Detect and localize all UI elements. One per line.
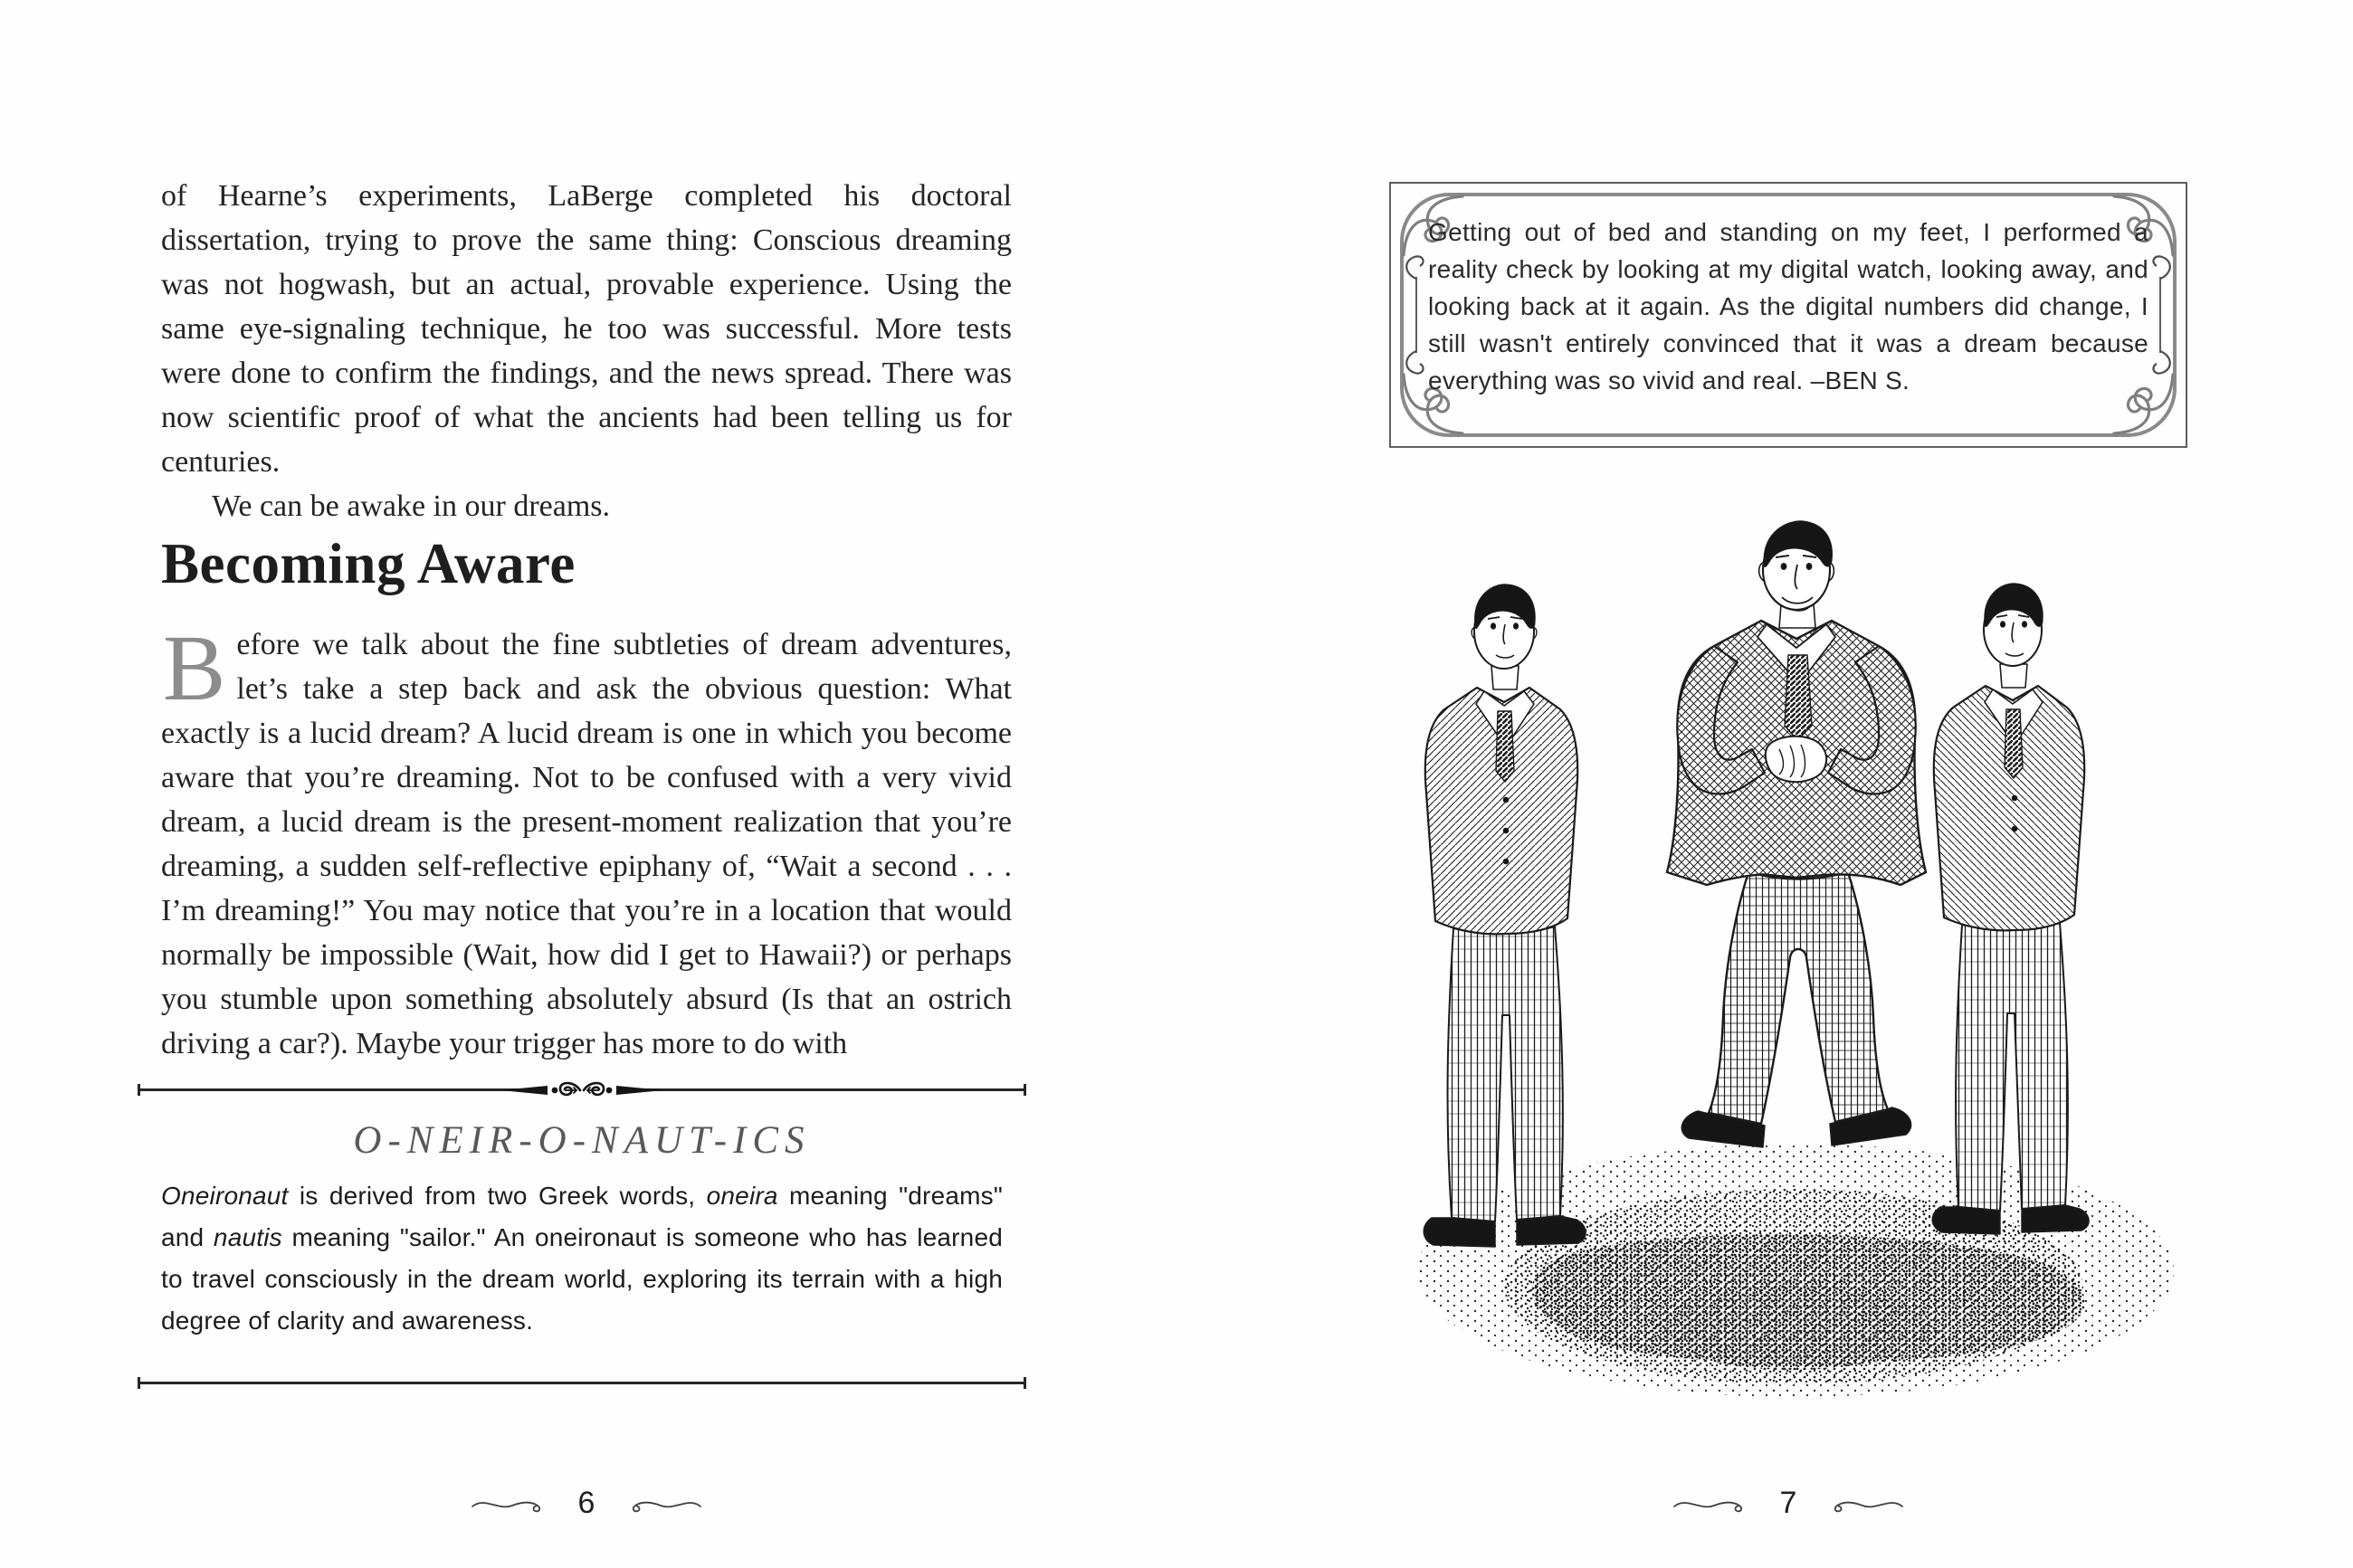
footer-swash-icon [1672,1494,1755,1514]
page-number-right: 7 [1779,1486,1797,1520]
oneironautics-sidebar [138,1088,1026,1384]
left-page-footer [161,1486,1012,1521]
quote-body: Getting out of bed and standing on my feet, I performed a reality check by looking at my digital watch, looking away, and looking back at it again. As the digital numbers did change, I still wasn't entirely convinced that it was a dream because everything was so vivid and real. [1428,218,2148,394]
section-heading: Becoming Aware [161,532,576,595]
sidebar-bottom-rule [138,1382,1026,1384]
right-page-footer [1385,1486,2192,1521]
page-number-left: 6 [577,1486,595,1520]
quote-attribution: –BEN S. [1810,366,1910,394]
sidebar-definition-text: Oneironaut is derived from two Greek words, oneira meaning "dreams" and nautis meaning "sailor." An oneironaut is someone who has learned to travel consciously in the dream world, exploring its terrain with a high degree of clarity and awareness. [161,1182,1003,1335]
footer-swash-icon [470,1494,553,1514]
testimonial-quote-box [1386,179,2190,451]
left-page-intro-paragraphs [161,174,1012,528]
levitating-man-figure [1667,521,1926,1147]
paragraph-body: efore we talk about the fine subtleties of dream adventures, let’s take a step back and ask the obvious question: What exactly is a lucid dream? A lucid dream is one in which you become aware that you’re dreaming. Not to be confused with a very vivid dream, a lucid dream is the present-moment realization that you’re dreaming, a sudden self-reflective epiphany of, “Wait a second . . . I’m dreaming!” You may notice that you’re in a location that would normally be impossible (Wait, how did I get to Hawaii?) or perhaps you stumble upon something absolutely absurd (Is that an ostrich driving a car?). Maybe your trigger has more to do with [161,628,1012,1060]
footer-swash-icon [620,1494,703,1514]
drop-cap: B [163,616,226,720]
left-man-figure [1424,584,1586,1247]
paragraph-with-dropcap [161,616,1012,1066]
engraving-three-suited-men [1405,512,2190,1421]
right-man-figure [1932,584,2089,1234]
three-men-illustration [1405,512,2190,1421]
paragraph-continuation: of Hearne’s experiments, LaBerge completed his doctoral dissertation, trying to prove the same thing: Conscious dreaming was not hogwash, but an actual, provable experience. Using the same eye-signaling technique, he too was successful. More tests were done to confirm the findings, and the news spread. There was now scientific proof of what the ancients had been telling us for centuries. [161,179,1012,479]
becoming-aware-paragraph [161,616,1012,1066]
paragraph-awake: We can be awake in our dreams. [212,489,611,523]
footer-swash-icon [1822,1494,1905,1514]
fleuron-ornament-icon [499,1076,665,1109]
sidebar-title: O-NEIR-O-NAUT-ICS [353,1119,811,1162]
testimonial-text [1428,214,2148,399]
sidebar-top-rule [138,1088,1026,1091]
